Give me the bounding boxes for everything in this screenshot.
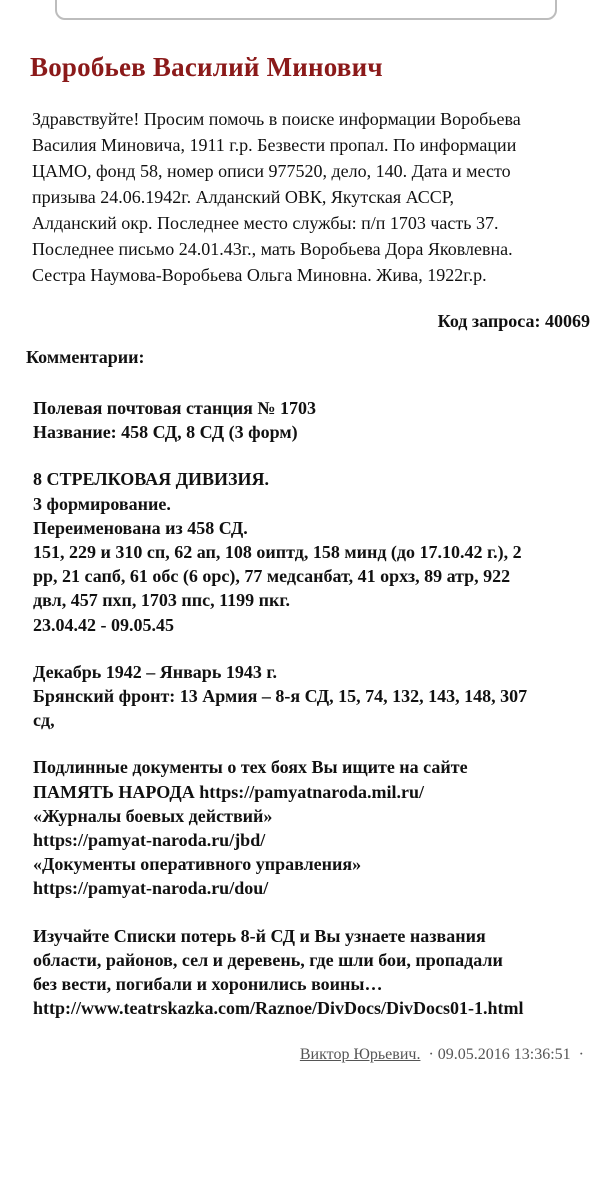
request-line: Сестра Наумова-Воробьева Ольга Миновна. Жива, 1922г.р. — [32, 265, 487, 285]
separator: · — [578, 1046, 584, 1063]
request-line: ЦАМО, фонд 58, номер описи 977520, дело, 140. Дата и место — [32, 161, 511, 181]
comment-paragraph-losses — [33, 924, 593, 1021]
request-message — [32, 106, 588, 288]
comment-line: Декабрь 1942 – Январь 1943 г. — [33, 661, 277, 682]
comment-line: Брянский фронт: 13 Армия – 8-я СД, 15, 74, 132, 143, 148, 307 — [33, 686, 528, 707]
request-line: Здравствуйте! Просим помочь в поиске информации Воробьева — [32, 109, 521, 129]
author-link[interactable]: Виктор Юрьевич. — [299, 1046, 421, 1063]
comment-line: Изучайте Списки потерь 8-й СД и Вы узнаете названия — [33, 925, 486, 946]
jbd-link[interactable]: https://pamyat-naroda.ru/jbd/ — [33, 830, 266, 851]
comment-line: двл, 457 пхп, 1703 ппс, 1199 пкг. — [33, 590, 291, 611]
comment-line: Переименована из 458 СД. — [33, 517, 248, 538]
top-input-box[interactable] — [55, 0, 557, 20]
comment-line: сд, — [33, 710, 55, 731]
comments-heading: Комментарии: — [26, 347, 145, 367]
comment-line: 8 СТРЕЛКОВАЯ ДИВИЗИЯ. — [33, 469, 270, 490]
request-code: Код запроса: 40069 — [437, 311, 590, 331]
comment-paragraph-front — [33, 660, 593, 733]
request-line: Василия Миновича, 1911 г.р. Безвести пропал. По информации — [32, 135, 517, 155]
comment-line: 151, 229 и 310 сп, 62 ап, 108 оиптд, 158 минд (до 17.10.42 г.), 2 — [33, 542, 522, 563]
dou-link[interactable]: https://pamyat-naroda.ru/dou/ — [33, 878, 269, 899]
comment-body — [33, 396, 593, 1043]
request-line: Последнее письмо 24.01.43г., мать Воробьева Дора Яковлевна. — [32, 239, 513, 259]
request-line: призыва 24.06.1942г. Алданский ОВК, Якутская АССР, — [32, 187, 455, 207]
comment-line: Название: 458 СД, 8 СД (3 форм) — [33, 422, 298, 443]
comment-line: Подлинные документы о тех боях Вы ищите на сайте — [33, 757, 468, 778]
comment-line: области, районов, сел и деревень, где шли бои, пропадали — [33, 949, 503, 970]
request-line: Алданский окр. Последнее место службы: п/п 1703 часть 37. — [32, 213, 499, 233]
teatrskazka-link[interactable]: http://www.teatrskazka.com/Raznoe/DivDocs/DivDocs01-1.html — [33, 998, 524, 1019]
comment-line: 3 формирование. — [33, 493, 171, 514]
page-title: Воробьев Василий Минович — [30, 52, 383, 82]
comment-line: рр, 21 сапб, 61 обс (6 орс), 77 медсанбат, 41 орхз, 89 атр, 922 — [33, 566, 511, 587]
comment-line: без вести, погибали и хоронились воины… — [33, 974, 383, 995]
timestamp: 09.05.2016 13:36:51 — [437, 1046, 571, 1063]
comment-paragraph-division — [33, 467, 593, 636]
separator: · — [428, 1046, 434, 1063]
pamyatnaroda-link[interactable]: https://pamyatnaroda.mil.ru/ — [199, 781, 424, 802]
comment-line: «Документы оперативного управления» — [33, 854, 362, 875]
comment-paragraph-documents — [33, 755, 593, 900]
comment-line: «Журналы боевых действий» — [33, 805, 273, 826]
comment-line: Полевая почтовая станция № 1703 — [33, 398, 316, 418]
comment-paragraph-station — [33, 396, 593, 444]
comment-footer — [300, 1046, 588, 1064]
site-name: ПАМЯТЬ НАРОДА — [33, 781, 200, 802]
comment-line: 23.04.42 - 09.05.45 — [33, 614, 174, 635]
comment-line — [33, 780, 593, 804]
